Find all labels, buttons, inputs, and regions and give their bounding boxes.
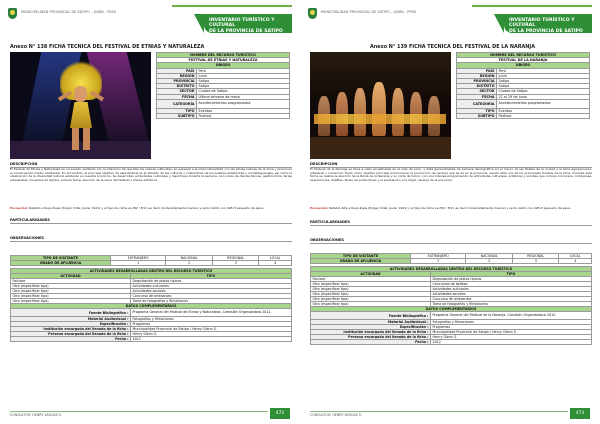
page-header: [300, 0, 600, 40]
material-label: Material Audiovisual :: [11, 317, 131, 322]
datos-header: DATOS COMPLEMENTARIOS: [11, 304, 292, 309]
especificacion-value: Programas: [431, 325, 592, 330]
distrito-label: DISTRITO: [457, 84, 497, 89]
tipo-col-header: TIPO: [431, 272, 592, 277]
sector-value: Ciudad de Satipo: [497, 89, 590, 94]
subtipo-value: Festival: [197, 113, 290, 118]
fecha-ficha-value: 2012: [431, 340, 592, 345]
observaciones-text: [10, 242, 292, 246]
fecha-ficha-label: Fecha :: [11, 337, 131, 342]
table-row: Otro (especificar tipo) Concursos de belleza: [311, 282, 592, 287]
afluencia-value: 4: [259, 261, 292, 266]
pais-value: Perú: [197, 68, 290, 73]
festival-photo: [310, 52, 451, 159]
nombre-header: NOMBRE DEL RECURSO TURÍSTICO: [457, 53, 590, 58]
fecha-value: Última semana de mayo: [197, 94, 290, 99]
material-value: Fotografías y filmaciones: [431, 320, 592, 325]
page-right: [300, 0, 600, 424]
tipo-value: Eventos: [197, 108, 290, 113]
distrito-value: Satipo: [497, 84, 590, 89]
excepcion-label: Excepción:: [310, 207, 329, 210]
nombre-header: NOMBRE DEL RECURSO TURÍSTICO: [157, 53, 290, 58]
banner-line-2: DE LA PROVINCIA DE SATIPO: [209, 28, 283, 34]
especificacion-label: Especificación :: [11, 322, 131, 327]
table-row: Otro (especificar tipo) Concurso de artesanías: [11, 294, 292, 299]
institucion-label: Institución encargada del llenado de la ficha :: [11, 327, 131, 332]
pais-value: Perú: [497, 68, 590, 73]
institucion-label: Institución encargada del llenado de la ficha :: [311, 330, 431, 335]
visitor-table: [310, 253, 592, 264]
descripcion-text: El Festival de la Naranja se lleva a cabo anualmente en el mes de junio, y data generalmente de semana demográfica en el marco de las fiestas de la ciudad y la feria agropecuaria, artesanal y comercial. Tiene como objetivo principal promocionar la producción de naranja que se da en la provincia, siendo esta uno de los principales frutales de la zona. Durante esta fecha se realiza la elección de la Reina de la Naranja y su corte de honor, con una intensa programación de actividades culturales, artísticas y sociales que incluye concursos, comparsas, exposiciones, desfiles, ferias de productores y la premiación a la mejor naranja de la provincia.: [310, 168, 592, 182]
table-row: Otro (especificar tipo) Actividades culturales: [311, 287, 592, 292]
region-label: REGIÓN: [457, 73, 497, 78]
banner-line-1: INVENTARIO TURÍSTICO Y CULTURAL: [209, 17, 275, 29]
table-row: Otro (especificar tipo) Toma de fotografías y filmaciones: [11, 299, 292, 304]
particularidades-heading: PARTICULARIDADES: [10, 218, 292, 224]
datos-header: DATOS COMPLEMENTARIOS: [311, 307, 592, 312]
info-table: [456, 52, 590, 119]
tipo-label: TIPO: [457, 108, 497, 113]
actividades-header: ACTIVIDADES DESARROLLADAS DENTRO DEL RECURSO TURÍSTICO: [311, 267, 592, 272]
especificacion-value: Programas: [131, 322, 292, 327]
region-value: Junín: [497, 73, 590, 78]
fecha-label: FECHA: [457, 94, 497, 99]
afluencia-value: 4: [559, 259, 592, 264]
persona-label: Persona encargada del llenado de la ficha :: [11, 332, 131, 337]
table-row: Otro (especificar tipo) Concurso de artesanías: [311, 297, 592, 302]
page-footer: [0, 402, 300, 424]
subtipo-value: Festival: [497, 113, 590, 118]
resource-name: FESTIVAL DE LA NARANJA: [457, 58, 590, 63]
tipo-label: TIPO: [157, 108, 197, 113]
regional-label: REGIONAL: [513, 254, 559, 259]
page-number: 472: [270, 408, 290, 419]
local-label: LOCAL: [259, 256, 292, 261]
excepcion-paragraph: [310, 207, 592, 215]
nacional-label: NACIONAL: [166, 256, 213, 261]
actividad-col-header: ACTIVIDAD: [11, 274, 131, 279]
consultant-credit: CONSULTOR: HENRY VARGAS S.: [310, 413, 363, 417]
page-footer: [300, 402, 600, 424]
table-row: Otro (especificar tipo) Toma de fotografías y filmaciones: [311, 302, 592, 307]
descripcion-text: El Festival de Etnias y Naturaleza es un evento realizado con la intención de rescatar los valores culturales, en especial a la interculturalidad con las etnias nativas de la zona y promover la conservación medio ambiental. En tal sentido, el principal objetivo de este festival es la difusión de las culturas y costumbres de los pueblos asháninkas y nomatsiguengas, así como la celebración de la diversidad natural existente en nuestra provincia. Se desarrollan actividades culturales y deportivas durante la semana, concursos de danzas típicas, gastronomía, ferias artesanales, muestras de tejidos, pintura facial, elección de la reina del festival y shows artísticos.: [10, 168, 292, 182]
fuente-label: Fuente Bibliográfica :: [311, 312, 431, 320]
extranjero-label: EXTRANJERO: [410, 254, 465, 259]
observaciones-heading: OBSERVACIONES: [310, 238, 592, 244]
region-label: REGIÓN: [157, 73, 197, 78]
fuente-value: Programa General del Festival de la Naranja. Comisión Organizadora 2012.: [431, 312, 592, 320]
categoria-value: Acontecimientos programados: [497, 99, 590, 108]
nacional-label: NACIONAL: [466, 254, 513, 259]
fuente-label: Fuente Bibliográfica :: [11, 309, 131, 317]
particularidades-text: [10, 224, 292, 228]
fecha-ficha-value: 2012: [131, 337, 292, 342]
excepcion-text: Retablo Alta a Rupa Rupa (Pulgar Vidal, Javier 1941) y el tipo de clima es (B2 r B'a') es decir moderadamente lluvioso y semi cálido con déficit pequeño de agua.: [329, 207, 571, 210]
activities-table: [310, 266, 592, 345]
fecha-ficha-label: Fecha :: [311, 340, 431, 345]
particularidades-heading: PARTICULARIDADES: [310, 220, 592, 226]
resource-name: FESTIVAL DE ETNIAS Y NATURALEZA: [157, 58, 290, 63]
excepcion-text: Retablo a Rupa Rupa (Pulgar Vidal, Javier 1941) y el tipo de clima es (B2 r B'a') es decir moderadamente lluvioso y semi cálido con déficit pequeño de agua.: [29, 207, 265, 210]
categoria-label: CATEGORÍA: [157, 99, 197, 108]
grado-afluencia-label: GRADO DE AFLUENCIA: [11, 261, 111, 266]
actividades-header: ACTIVIDADES DESARROLLADAS DENTRO DEL RECURSO TURÍSTICO: [11, 269, 292, 274]
distrito-label: DISTRITO: [157, 84, 197, 89]
municipality-logo-icon: [8, 8, 17, 19]
header-stripe: [172, 5, 292, 7]
grado-afluencia-label: GRADO DE AFLUENCIA: [311, 259, 411, 264]
institucion-value: Municipalidad Provincial de Satipo / Henry Glenn S.: [131, 327, 292, 332]
tipo-col-header: TIPO: [131, 274, 292, 279]
page-number: 473: [570, 408, 590, 419]
tipo-value: Eventos: [497, 108, 590, 113]
descripcion-heading: DESCRIPCIÓN: [310, 162, 592, 168]
observaciones-heading: OBSERVACIONES: [10, 236, 292, 242]
persona-value: Henry Glenn S.: [431, 335, 592, 340]
consultant-credit: CONSULTOR: HENRY VARGAS S.: [10, 413, 63, 417]
page-header: [0, 0, 300, 40]
municipality-logo-icon: [308, 8, 317, 19]
ubigeo-header: UBIGEO: [457, 63, 590, 68]
persona-value: Henry Glenn S.: [131, 332, 292, 337]
table-row: Otro (especificar tipo) Actividades sociales: [311, 292, 592, 297]
page-title: Anexo N° 138 FICHA TECNICA DEL FESTIVAL DE ETNIAS Y NATURALEZA: [10, 44, 205, 50]
subtipo-label: SUBTIPO: [157, 113, 197, 118]
sector-label: SECTOR: [457, 89, 497, 94]
fecha-value: 22 al 29 de junio: [497, 94, 590, 99]
sector-label: SECTOR: [157, 89, 197, 94]
visitor-table: [10, 255, 292, 266]
especificacion-label: Especificación :: [311, 325, 431, 330]
pais-label: PAÍS: [157, 68, 197, 73]
distrito-value: Satipo: [197, 84, 290, 89]
excepcion-label: Excepción:: [10, 207, 29, 210]
categoria-value: Acontecimientos programados: [197, 99, 290, 108]
categoria-label: CATEGORÍA: [457, 99, 497, 108]
table-row: Otro (especificar tipo) Actividades culturales: [11, 284, 292, 289]
descripcion-heading: DESCRIPCIÓN: [10, 162, 292, 168]
page-title: Anexo N° 139 FICHA TECNICA DEL FESTIVAL DE LA NARANJA: [370, 44, 536, 50]
afluencia-value: 2: [166, 261, 213, 266]
fuente-value: Programa General del Festival de Etnias y Naturaleza. Comisión Organizadora 2012.: [131, 309, 292, 317]
activities-table: [10, 268, 292, 342]
provincia-value: Satipo: [197, 78, 290, 83]
inventory-banner: [504, 14, 592, 33]
regional-label: REGIONAL: [213, 256, 259, 261]
excepcion-paragraph: [10, 207, 292, 215]
afluencia-value: 3: [213, 261, 259, 266]
afluencia-value: 1: [110, 261, 165, 266]
persona-label: Persona encargada del llenado de la ficha :: [311, 335, 431, 340]
tipo-visitante-label: TIPO DE VISITANTE: [311, 254, 411, 259]
institucion-value: Municipalidad Provincial de Satipo / Henry Glenn S.: [431, 330, 592, 335]
table-row: Folclore Degustación de platos típicos: [11, 279, 292, 284]
info-table: [156, 52, 290, 119]
header-stripe: [472, 5, 592, 7]
material-label: Material Audiovisual :: [311, 320, 431, 325]
subtipo-label: SUBTIPO: [457, 113, 497, 118]
observaciones-text: [310, 244, 592, 248]
afluencia-value: 3: [513, 259, 559, 264]
local-label: LOCAL: [559, 254, 592, 259]
festival-photo: [10, 52, 151, 159]
tipo-visitante-label: TIPO DE VISITANTE: [11, 256, 111, 261]
extranjero-label: EXTRANJERO: [110, 256, 165, 261]
actividad-col-header: ACTIVIDAD: [311, 272, 431, 277]
particularidades-text: [310, 226, 592, 230]
municipality-name: MUNICIPALIDAD PROVINCIAL DE SATIPO – JUNÍN - PERÚ: [321, 10, 417, 14]
fecha-label: FECHA: [157, 94, 197, 99]
table-row: Folclore Degustación de platos típicos: [311, 277, 592, 282]
provincia-label: PROVINCIA: [457, 78, 497, 83]
banner-line-2: DE LA PROVINCIA DE SATIPO: [509, 28, 583, 34]
afluencia-value: 2: [466, 259, 513, 264]
table-row: Otro (especificar tipo) Actividades sociales: [11, 289, 292, 294]
inventory-banner: [204, 14, 292, 33]
region-value: Junín: [197, 73, 290, 78]
banner-line-1: INVENTARIO TURÍSTICO Y CULTURAL: [509, 17, 575, 29]
sector-value: Ciudad de Satipo: [197, 89, 290, 94]
provincia-label: PROVINCIA: [157, 78, 197, 83]
afluencia-value: 1: [410, 259, 465, 264]
pais-label: PAÍS: [457, 68, 497, 73]
municipality-name: MUNICIPALIDAD PROVINCIAL DE SATIPO – JUNÍN - PERÚ: [21, 10, 117, 14]
ubigeo-header: UBIGEO: [157, 63, 290, 68]
material-value: Fotografías y filmaciones: [131, 317, 292, 322]
provincia-value: Satipo: [497, 78, 590, 83]
